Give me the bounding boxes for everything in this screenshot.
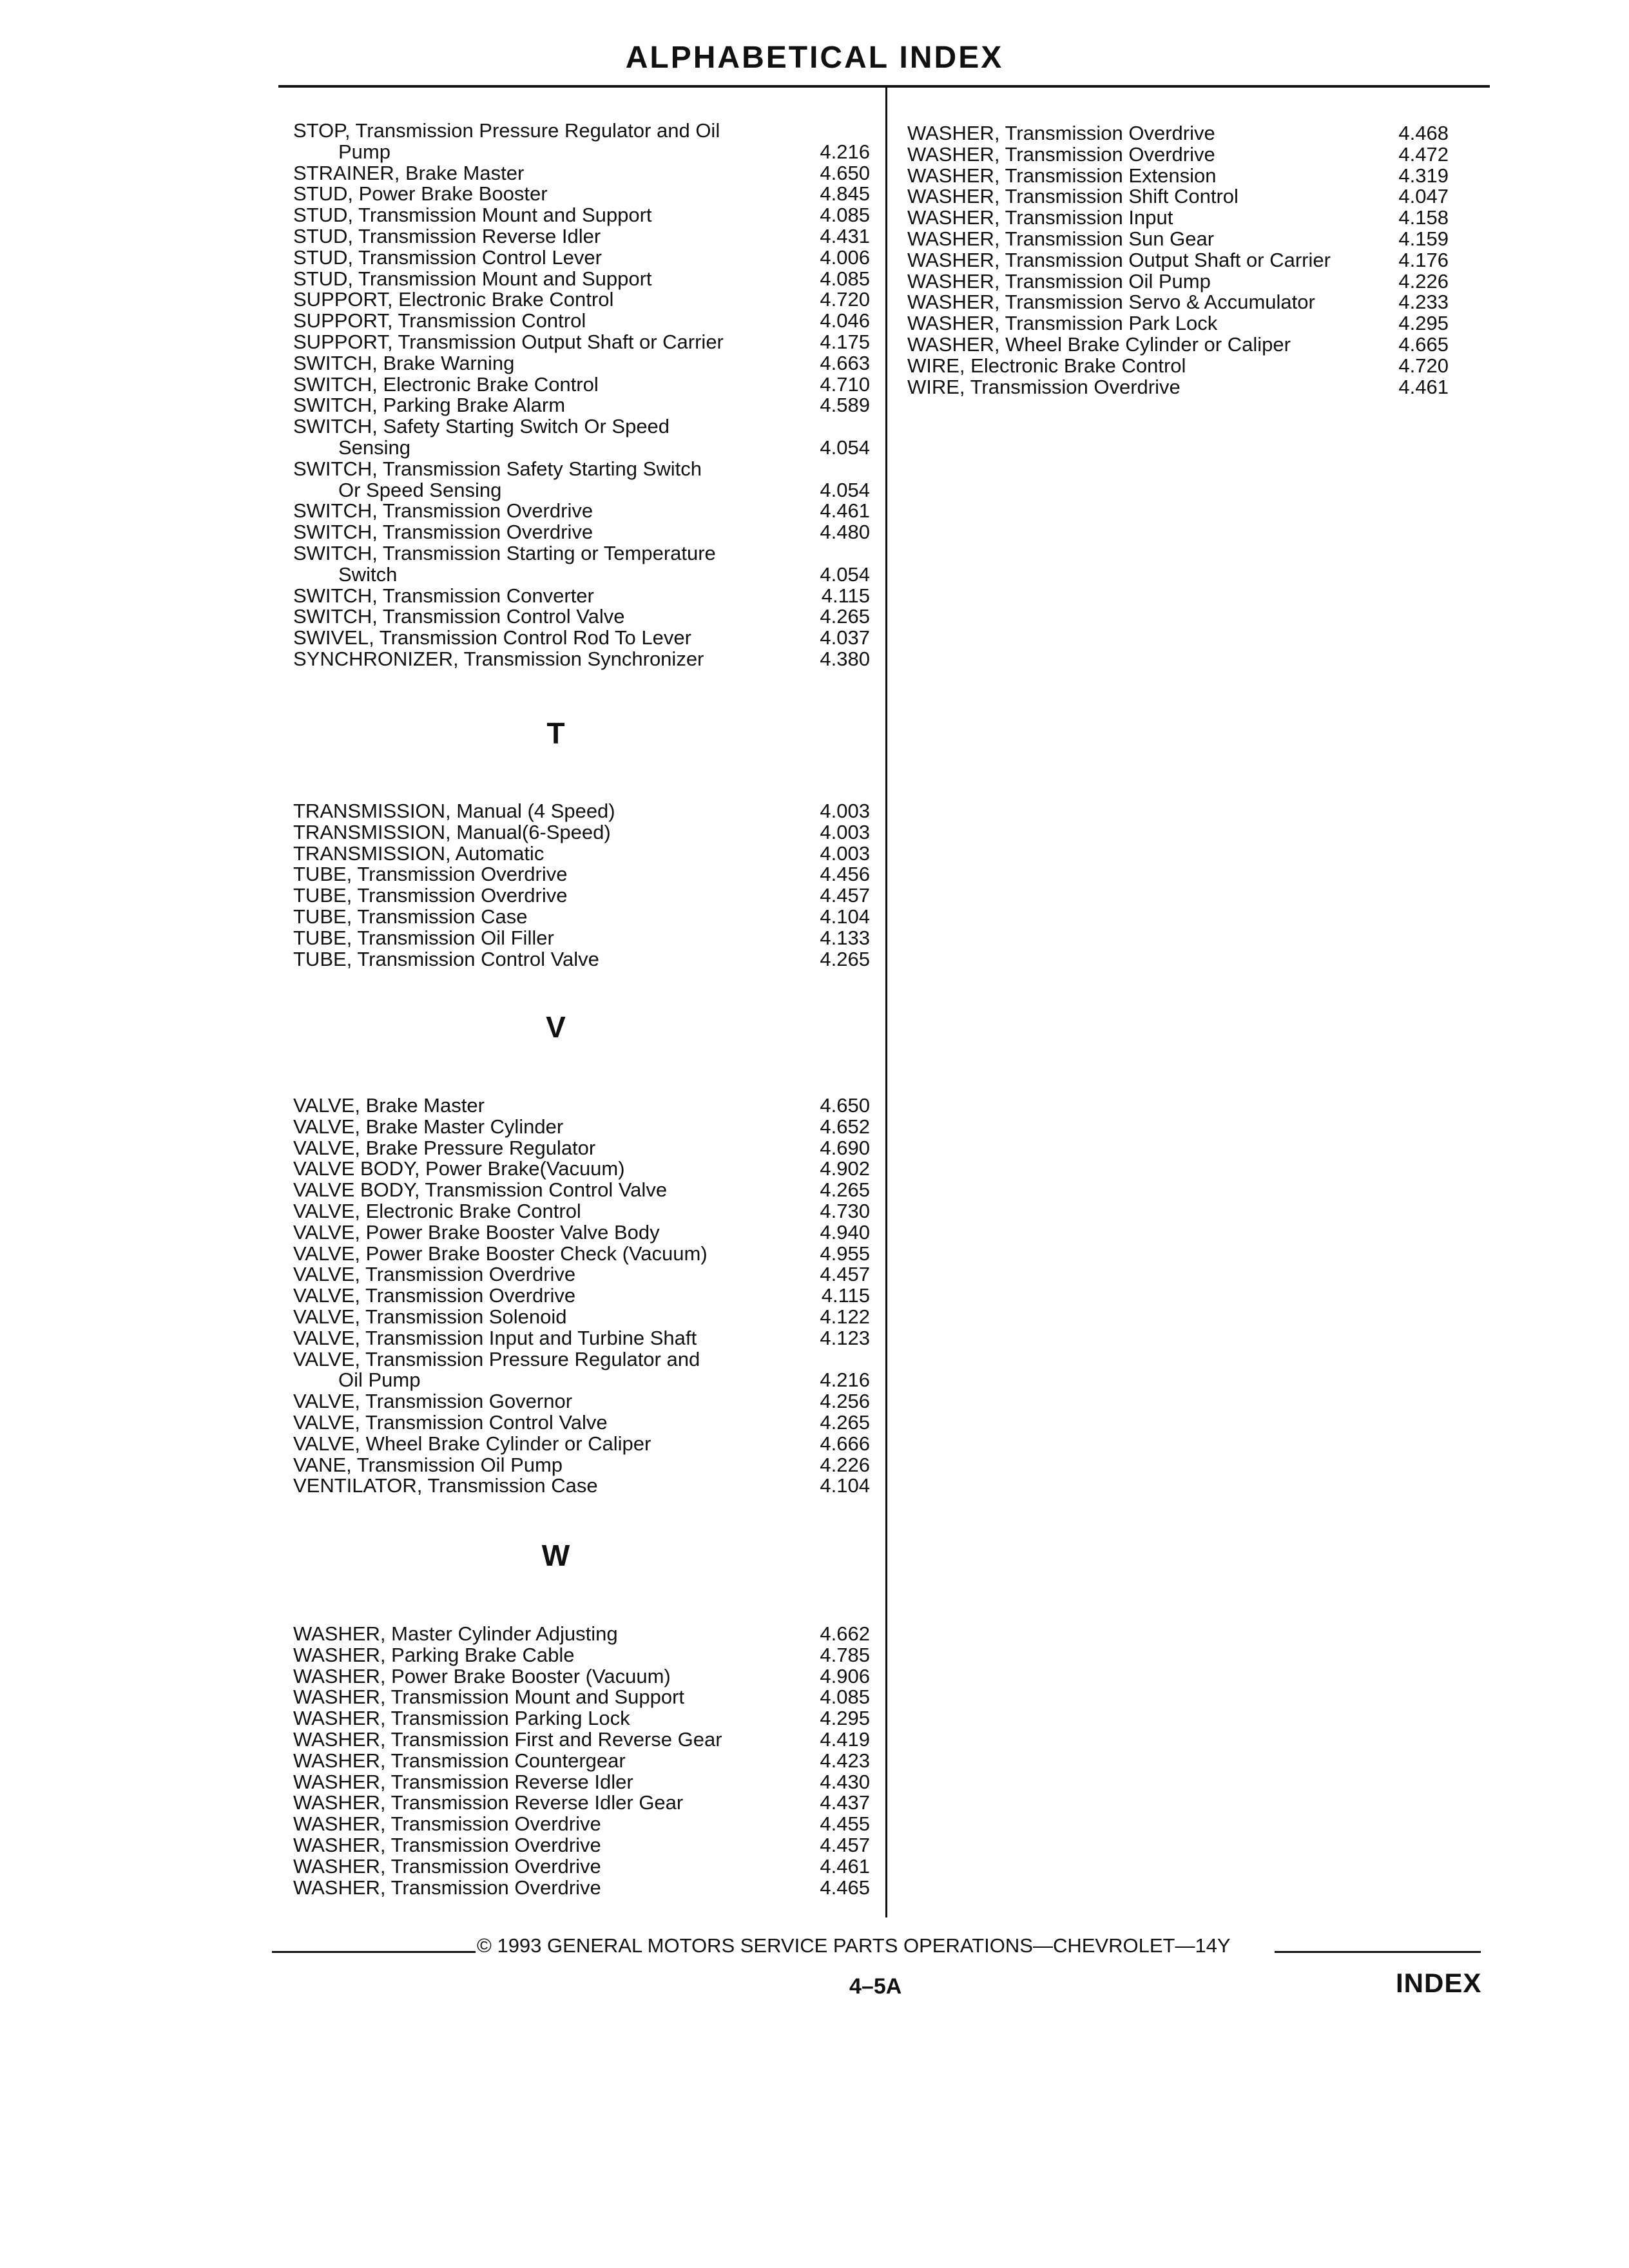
entry-page-number: 4.115: [821, 1284, 870, 1307]
index-entry: [293, 1835, 870, 1856]
entry-page-number: 4.054: [820, 436, 870, 459]
entry-page-number: 4.906: [820, 1664, 870, 1687]
entry-text: SWIVEL, Transmission Control Rod To Lever: [293, 626, 691, 649]
entry-text: VALVE, Power Brake Booster Valve Body: [293, 1220, 660, 1244]
index-entry: [293, 1328, 870, 1349]
index-entry: [293, 374, 870, 396]
index-entry: [293, 1201, 870, 1222]
entry-page-number: 4.662: [820, 1622, 870, 1645]
index-entry: [293, 1856, 870, 1878]
index-entry: [907, 356, 1449, 377]
index-entry: [293, 1434, 870, 1455]
entry-text: VALVE, Power Brake Booster Check (Vacuum): [293, 1242, 708, 1265]
entry-page-number: 4.256: [820, 1390, 870, 1413]
index-entry: [907, 144, 1449, 166]
index-entry: [293, 822, 870, 843]
entry-page-number: 4.461: [1398, 375, 1449, 398]
entry-page-number: 4.104: [820, 1474, 870, 1497]
footer-copyright: © 1993 GENERAL MOTORS SERVICE PARTS OPERATIONS—CHEVROLET—14Y: [477, 1934, 1231, 1957]
index-entry: [293, 606, 870, 628]
index-entry: [293, 801, 870, 822]
section-label: INDEX: [1396, 1968, 1482, 1998]
entry-page-number: 4.652: [820, 1115, 870, 1138]
index-entry: [907, 250, 1449, 271]
entry-text: WASHER, Transmission Overdrive: [907, 142, 1215, 166]
entry-page-number: 4.845: [820, 182, 870, 206]
entry-text: WASHER, Transmission Sun Gear: [907, 227, 1215, 250]
entry-page-number: 4.720: [820, 288, 870, 311]
entry-text: WASHER, Master Cylinder Adjusting: [293, 1622, 618, 1645]
entry-text: VENTILATOR, Transmission Case: [293, 1474, 598, 1497]
index-entry: [907, 207, 1449, 229]
entry-page-number: 4.690: [820, 1136, 870, 1159]
entry-page-number: 4.666: [820, 1432, 870, 1455]
entry-page-number: 4.233: [1398, 291, 1449, 314]
entry-page-number: 4.295: [820, 1707, 870, 1730]
index-entry: [293, 649, 870, 670]
index-entry: [293, 1412, 870, 1434]
index-entry: [293, 1138, 870, 1159]
entry-page-number: 4.175: [820, 330, 870, 353]
entry-page-number: 4.226: [820, 1453, 870, 1476]
entry-page-number: 4.457: [820, 884, 870, 907]
entry-text: WASHER, Transmission Overdrive: [293, 1854, 601, 1878]
entry-page-number: 4.003: [820, 800, 870, 822]
index-entry: [293, 184, 870, 205]
entry-page-number: 4.133: [820, 926, 870, 949]
entry-text: SWITCH, Parking Brake Alarm: [293, 394, 566, 417]
entry-text: VALVE, Brake Master Cylinder: [293, 1115, 564, 1138]
entry-page-number: 4.465: [820, 1876, 870, 1899]
entry-text: VALVE, Brake Pressure Regulator: [293, 1136, 596, 1159]
index-entry: [293, 1349, 870, 1392]
footer-rule-right: [1275, 1951, 1481, 1953]
index-entry: [293, 543, 870, 586]
entry-text: WIRE, Transmission Overdrive: [907, 375, 1181, 398]
index-entry: [293, 1475, 870, 1497]
entry-page-number: 4.265: [820, 1178, 870, 1202]
entry-text: VALVE, Transmission Solenoid: [293, 1305, 567, 1328]
entry-text: WASHER, Transmission Reverse Idler Gear: [293, 1791, 684, 1814]
entry-page-number: 4.589: [820, 394, 870, 417]
entry-text: SWITCH, Transmission Overdrive: [293, 521, 593, 544]
entry-page-number: 4.123: [820, 1326, 870, 1349]
index-entry: [293, 1455, 870, 1476]
index-entry: [293, 1729, 870, 1751]
index-entry: [293, 1708, 870, 1729]
entry-text: TRANSMISSION, Manual(6-Speed): [293, 820, 611, 843]
entry-text: WASHER, Transmission Mount and Support: [293, 1686, 685, 1709]
entry-page-number: 4.955: [820, 1242, 870, 1265]
index-entry: [293, 864, 870, 885]
index-entry: [293, 1244, 870, 1265]
index-entry: [293, 416, 870, 459]
entry-page-number: 4.085: [820, 204, 870, 227]
index-entry: [293, 1117, 870, 1138]
entry-page-number: 4.122: [820, 1305, 870, 1328]
entry-page-number: 4.104: [820, 905, 870, 928]
index-entry: [907, 377, 1449, 398]
index-entry: [293, 1878, 870, 1899]
index-entry: [293, 1645, 870, 1666]
entry-page-number: 4.380: [820, 647, 870, 670]
entry-page-number: 4.710: [820, 372, 870, 396]
index-entry: [293, 928, 870, 949]
section-heading-v: V: [546, 1010, 566, 1044]
entry-page-number: 4.423: [820, 1749, 870, 1772]
entry-text: SWITCH, Electronic Brake Control: [293, 372, 599, 396]
entry-text-continued: Switch: [338, 562, 398, 586]
entry-text: WASHER, Transmission Servo & Accumulator: [907, 291, 1315, 314]
entry-text: WASHER, Transmission Parking Lock: [293, 1707, 630, 1730]
entry-text: VALVE, Electronic Brake Control: [293, 1199, 581, 1222]
entry-text: VALVE, Brake Master: [293, 1094, 485, 1117]
index-entry: [293, 628, 870, 649]
entry-text: TRANSMISSION, Manual (4 Speed): [293, 800, 615, 822]
index-entry: [293, 1264, 870, 1285]
entry-text: SWITCH, Brake Warning: [293, 351, 515, 374]
index-entry: [907, 166, 1449, 187]
entry-page-number: 4.047: [1398, 185, 1449, 208]
entry-text: STUD, Transmission Mount and Support: [293, 204, 652, 227]
index-entry: [293, 885, 870, 907]
index-entry: [293, 269, 870, 290]
entry-page-number: 4.265: [820, 947, 870, 970]
index-entry: [293, 1772, 870, 1793]
index-entry: [907, 313, 1449, 334]
entry-page-number: 4.457: [820, 1263, 870, 1286]
entry-page-number: 4.468: [1398, 122, 1449, 144]
entry-text-continued: Oil Pump: [338, 1369, 421, 1392]
entry-text: SWITCH, Transmission Converter: [293, 584, 594, 607]
entry-text: WIRE, Electronic Brake Control: [907, 354, 1186, 377]
index-entry: [293, 1666, 870, 1687]
section-heading-w: W: [541, 1539, 570, 1572]
index-entry: [293, 205, 870, 226]
entry-page-number: 4.158: [1398, 206, 1449, 229]
entry-text: WASHER, Wheel Brake Cylinder or Caliper: [907, 332, 1291, 356]
index-entry: [907, 292, 1449, 313]
entry-page-number: 4.940: [820, 1220, 870, 1244]
entry-page-number: 4.265: [820, 1410, 870, 1434]
entry-page-number: 4.461: [820, 499, 870, 523]
entry-page-number: 4.319: [1398, 164, 1449, 187]
index-entry: [907, 271, 1449, 293]
index-entry: [293, 120, 870, 163]
index-entry: [293, 1751, 870, 1772]
entry-text: TUBE, Transmission Overdrive: [293, 863, 568, 886]
index-entry: [293, 1095, 870, 1117]
entry-text: VALVE, Wheel Brake Cylinder or Caliper: [293, 1432, 651, 1455]
entry-text: TUBE, Transmission Case: [293, 905, 528, 928]
entry-text: WASHER, Transmission Overdrive: [907, 122, 1215, 144]
entry-page-number: 4.003: [820, 820, 870, 843]
header-rule: [278, 85, 1490, 88]
entry-text: WASHER, Power Brake Booster (Vacuum): [293, 1664, 671, 1687]
entry-page-number: 4.176: [1398, 248, 1449, 271]
entry-text: WASHER, Transmission First and Reverse Gear: [293, 1727, 722, 1751]
index-section-s: [293, 120, 870, 670]
entry-text: STUD, Transmission Mount and Support: [293, 267, 652, 290]
entry-text: WASHER, Transmission Overdrive: [293, 1833, 601, 1856]
entry-text: VALVE BODY, Transmission Control Valve: [293, 1178, 668, 1202]
entry-page-number: 4.003: [820, 841, 870, 865]
entry-page-number: 4.054: [820, 478, 870, 501]
entry-text: WASHER, Transmission Input: [907, 206, 1173, 229]
entry-text: SUPPORT, Electronic Brake Control: [293, 288, 614, 311]
index-entry: [293, 226, 870, 247]
entry-text: VALVE, Transmission Governor: [293, 1390, 573, 1413]
entry-text: VALVE BODY, Power Brake(Vacuum): [293, 1157, 625, 1180]
index-entry: [293, 907, 870, 928]
entry-text: SWITCH, Safety Starting Switch Or Speed: [293, 415, 670, 438]
entry-text: SYNCHRONIZER, Transmission Synchronizer: [293, 647, 704, 670]
entry-page-number: 4.730: [820, 1199, 870, 1222]
entry-page-number: 4.085: [820, 1686, 870, 1709]
index-entry: [293, 1391, 870, 1412]
page-title: ALPHABETICAL INDEX: [625, 41, 1004, 75]
entry-page-number: 4.472: [1398, 142, 1449, 166]
entry-page-number: 4.455: [820, 1812, 870, 1836]
entry-page-number: 4.461: [820, 1854, 870, 1878]
entry-text: VALVE, Transmission Pressure Regulator and: [293, 1347, 700, 1370]
index-entry: [293, 501, 870, 522]
entry-text: VALVE, Transmission Overdrive: [293, 1263, 576, 1286]
index-entry: [293, 1624, 870, 1645]
entry-text: WASHER, Parking Brake Cable: [293, 1643, 575, 1666]
entry-page-number: 4.419: [820, 1727, 870, 1751]
entry-page-number: 4.265: [820, 605, 870, 628]
entry-text: WASHER, Transmission Extension: [907, 164, 1217, 187]
entry-page-number: 4.902: [820, 1157, 870, 1180]
entry-page-number: 4.785: [820, 1643, 870, 1666]
index-entry: [907, 229, 1449, 250]
index-entry: [293, 289, 870, 311]
index-entry: [293, 247, 870, 269]
entry-page-number: 4.665: [1398, 332, 1449, 356]
index-entry: [293, 459, 870, 501]
entry-text-continued: Or Speed Sensing: [338, 478, 502, 501]
entry-text: SUPPORT, Transmission Output Shaft or Carrier: [293, 330, 724, 353]
entry-text: WASHER, Transmission Overdrive: [293, 1876, 601, 1899]
index-entry: [293, 332, 870, 353]
entry-text: SWITCH, Transmission Safety Starting Switch: [293, 457, 702, 480]
entry-page-number: 4.216: [820, 1369, 870, 1392]
entry-text: WASHER, Transmission Shift Control: [907, 185, 1239, 208]
entry-text: TUBE, Transmission Oil Filler: [293, 926, 554, 949]
entry-page-number: 4.457: [820, 1833, 870, 1856]
entry-text-continued: Sensing: [338, 436, 411, 459]
entry-text: SWITCH, Transmission Starting or Temperature: [293, 541, 716, 564]
entry-text: STUD, Power Brake Booster: [293, 182, 548, 206]
index-entry: [293, 395, 870, 416]
entry-page-number: 4.054: [820, 562, 870, 586]
column-divider: [885, 88, 887, 1917]
index-entry: [293, 949, 870, 970]
index-entry: [293, 311, 870, 332]
entry-text: STUD, Transmission Control Lever: [293, 245, 602, 269]
index-section-v: [293, 1095, 870, 1497]
entry-text: VALVE, Transmission Overdrive: [293, 1284, 576, 1307]
entry-page-number: 4.115: [821, 584, 870, 607]
index-entry: [293, 1307, 870, 1328]
entry-text: WASHER, Transmission Park Lock: [907, 312, 1218, 335]
index-section-w: [293, 1624, 870, 1898]
entry-page-number: 4.216: [820, 140, 870, 163]
index-entry: [293, 1687, 870, 1708]
entry-page-number: 4.480: [820, 521, 870, 544]
entry-text: SWITCH, Transmission Overdrive: [293, 499, 593, 523]
entry-text: WASHER, Transmission Reverse Idler: [293, 1770, 633, 1793]
index-entry: [293, 1792, 870, 1814]
entry-text: STRAINER, Brake Master: [293, 161, 525, 184]
entry-text: WASHER, Transmission Overdrive: [293, 1812, 601, 1836]
entry-page-number: 4.295: [1398, 312, 1449, 335]
entry-text: TUBE, Transmission Overdrive: [293, 884, 568, 907]
index-entry: [293, 1180, 870, 1201]
entry-text: SUPPORT, Transmission Control: [293, 309, 586, 332]
index-entry: [293, 1814, 870, 1835]
entry-page-number: 4.456: [820, 863, 870, 886]
entry-page-number: 4.006: [820, 245, 870, 269]
right-column: [907, 123, 1449, 398]
entry-page-number: 4.650: [820, 161, 870, 184]
entry-text-continued: Pump: [338, 140, 390, 163]
footer-rule-left: [272, 1951, 476, 1953]
entry-page-number: 4.046: [820, 309, 870, 332]
index-entry: [293, 586, 870, 607]
entry-page-number: 4.663: [820, 351, 870, 374]
entry-page-number: 4.650: [820, 1094, 870, 1117]
index-entry: [293, 843, 870, 865]
entry-page-number: 4.226: [1398, 269, 1449, 293]
entry-text: WASHER, Transmission Oil Pump: [907, 269, 1211, 293]
entry-page-number: 4.037: [820, 626, 870, 649]
index-entry: [293, 163, 870, 184]
entry-page-number: 4.159: [1398, 227, 1449, 250]
entry-text: TRANSMISSION, Automatic: [293, 841, 545, 865]
index-entry: [293, 1158, 870, 1180]
entry-text: STUD, Transmission Reverse Idler: [293, 224, 601, 247]
entry-text: VALVE, Transmission Input and Turbine Shaft: [293, 1326, 697, 1349]
index-entry: [293, 522, 870, 543]
entry-text: TUBE, Transmission Control Valve: [293, 947, 599, 970]
section-heading-t: T: [546, 716, 565, 750]
index-entry: [293, 1285, 870, 1307]
entry-text: WASHER, Transmission Output Shaft or Carrier: [907, 248, 1331, 271]
entry-text: VANE, Transmission Oil Pump: [293, 1453, 563, 1476]
entry-page-number: 4.437: [820, 1791, 870, 1814]
entry-text: VALVE, Transmission Control Valve: [293, 1410, 608, 1434]
index-entry: [293, 1222, 870, 1244]
entry-page-number: 4.431: [820, 224, 870, 247]
index-entry: [907, 123, 1449, 144]
entry-text: WASHER, Transmission Countergear: [293, 1749, 626, 1772]
entry-page-number: 4.720: [1398, 354, 1449, 377]
entry-text: SWITCH, Transmission Control Valve: [293, 605, 625, 628]
entry-page-number: 4.430: [820, 1770, 870, 1793]
index-entry: [907, 334, 1449, 356]
entry-text: STOP, Transmission Pressure Regulator and Oil: [293, 119, 720, 142]
index-section-t: [293, 801, 870, 970]
page-number: 4–5A: [849, 1974, 902, 1999]
index-entry: [907, 186, 1449, 207]
entry-page-number: 4.085: [820, 267, 870, 290]
index-entry: [293, 353, 870, 374]
